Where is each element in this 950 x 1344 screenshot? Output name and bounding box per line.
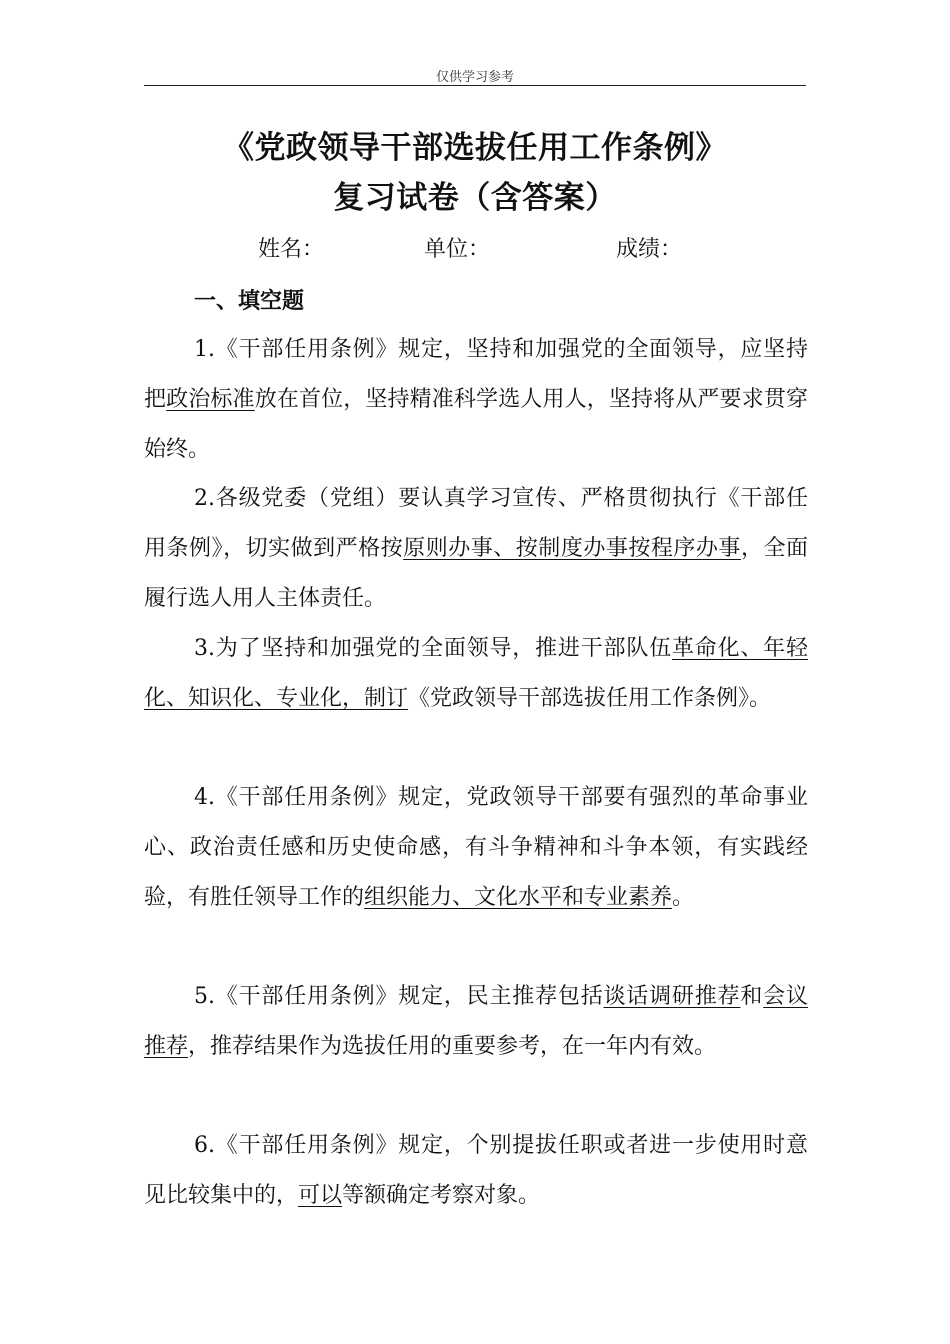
unit-label: 单位： <box>424 237 491 262</box>
document-title-line2: 复习试卷（含答案） <box>333 180 617 216</box>
answer-blank: 会议推荐 <box>144 984 808 1059</box>
section-heading-fill-blank: 一、填空题 <box>194 289 305 314</box>
answer-blank: 原则办事、按制度办事按程序办事 <box>403 536 741 561</box>
answer-blank: 革命化、年轻化、知识化、专业化，制订 <box>144 636 808 711</box>
question-3: 3.为了坚持和加强党的全面领导，推进干部队伍革命化、年轻化、知识化、专业化，制订《党政领导干部选拔任用工作条例》。 <box>144 636 808 711</box>
question-1: 1.《干部任用条例》规定，坚持和加强党的全面领导，应坚持把政治标准放在首位，坚持精准科学选人用人，坚持将从严要求贯穿始终。 <box>144 337 808 462</box>
name-label: 姓名： <box>258 237 325 262</box>
question-2: 2.各级党委（党组）要认真学习宣传、严格贯彻执行《干部任用条例》，切实做到严格按原则办事、按制度办事按程序办事，全面履行选人用人主体责任。 <box>144 486 808 611</box>
question-5: 5.《干部任用条例》规定，民主推荐包括谈话调研推荐和会议推荐，推荐结果作为选拔任用的重要参考，在一年内有效。 <box>144 984 808 1059</box>
answer-blank: 可以 <box>298 1183 343 1208</box>
answer-blank: 政治标准 <box>166 387 255 412</box>
score-label: 成绩： <box>616 237 683 262</box>
question-6: 6.《干部任用条例》规定，个别提拔任职或者进一步使用时意见比较集中的，可以等额确定考察对象。 <box>144 1133 808 1208</box>
page-header: 仅供学习参考 <box>435 70 514 85</box>
answer-blank: 组织能力、文化水平和专业素养 <box>364 885 673 910</box>
answer-blank: 谈话调研推荐 <box>603 984 741 1009</box>
question-4: 4.《干部任用条例》规定，党政领导干部要有强烈的革命事业心、政治责任感和历史使命感，有斗争精神和斗争本领，有实践经验，有胜任领导工作的组织能力、文化水平和专业素养。 <box>144 785 808 910</box>
document-title-line1: 《党政领导干部选拔任用工作条例》 <box>223 130 727 166</box>
header-divider <box>144 85 806 86</box>
